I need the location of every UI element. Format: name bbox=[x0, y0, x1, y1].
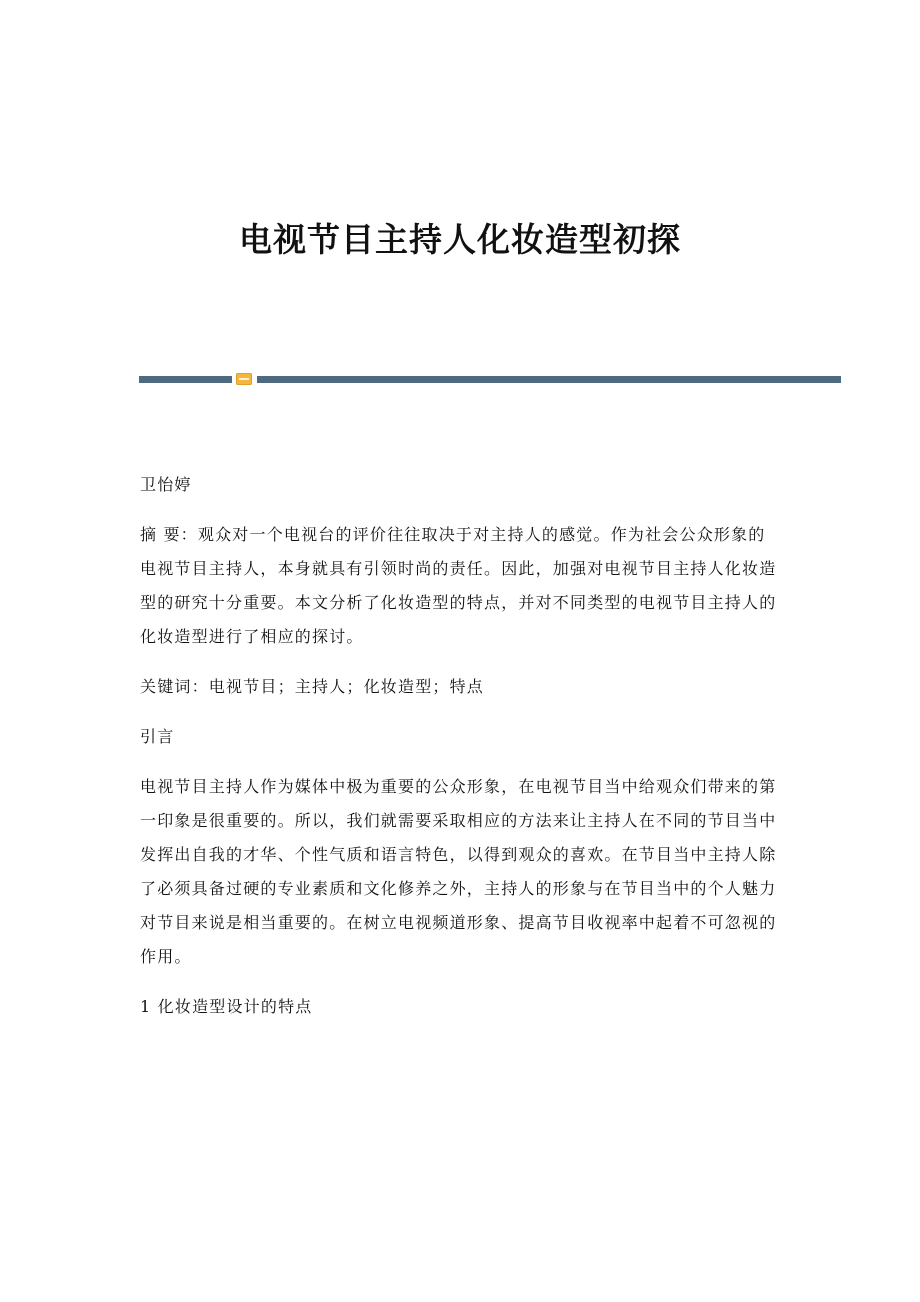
section-heading: 1 化妆造型设计的特点 bbox=[140, 997, 313, 1016]
abstract-label: 摘 要： bbox=[140, 525, 198, 544]
intro-paragraph: 电视节目主持人作为媒体中极为重要的公众形象，在电视节目当中给观众们带来的第一印象是很重要的。所以，我们就需要采取相应的方法来让主持人在不同的节目当中发挥出自我的才华、个性气质和语言特色，以得到观众的喜欢。在节目当中主持人除了必须具备过硬的专业素质和文化修养之外，主持人的形象与在节目当中的个人魅力对节目来说是相当重要的。在树立电视频道形象、提高节目收视率中起着不可忽视的作用。 bbox=[140, 777, 777, 966]
intro-heading: 引言 bbox=[140, 727, 175, 746]
document-body bbox=[140, 468, 780, 1024]
divider-bar-left bbox=[139, 376, 232, 383]
keywords-line: 关键词：电视节目；主持人；化妆造型；特点 bbox=[140, 677, 485, 696]
divider-bar-right bbox=[257, 376, 841, 383]
abstract-paragraph bbox=[140, 518, 780, 654]
divider-ornament-icon bbox=[236, 373, 252, 385]
abstract-text: 观众对一个电视台的评价往往取决于对主持人的感觉。作为社会公众形象的电视节目主持人，本身就具有引领时尚的责任。因此，加强对电视节目主持人化妆造型的研究十分重要。本文分析了化妆造型的特点，并对不同类型的电视节目主持人的化妆造型进行了相应的探讨。 bbox=[140, 525, 777, 646]
title-divider bbox=[139, 373, 841, 385]
author-name: 卫怡婷 bbox=[140, 475, 192, 494]
document-title: 电视节目主持人化妆造型初探 bbox=[239, 220, 681, 259]
